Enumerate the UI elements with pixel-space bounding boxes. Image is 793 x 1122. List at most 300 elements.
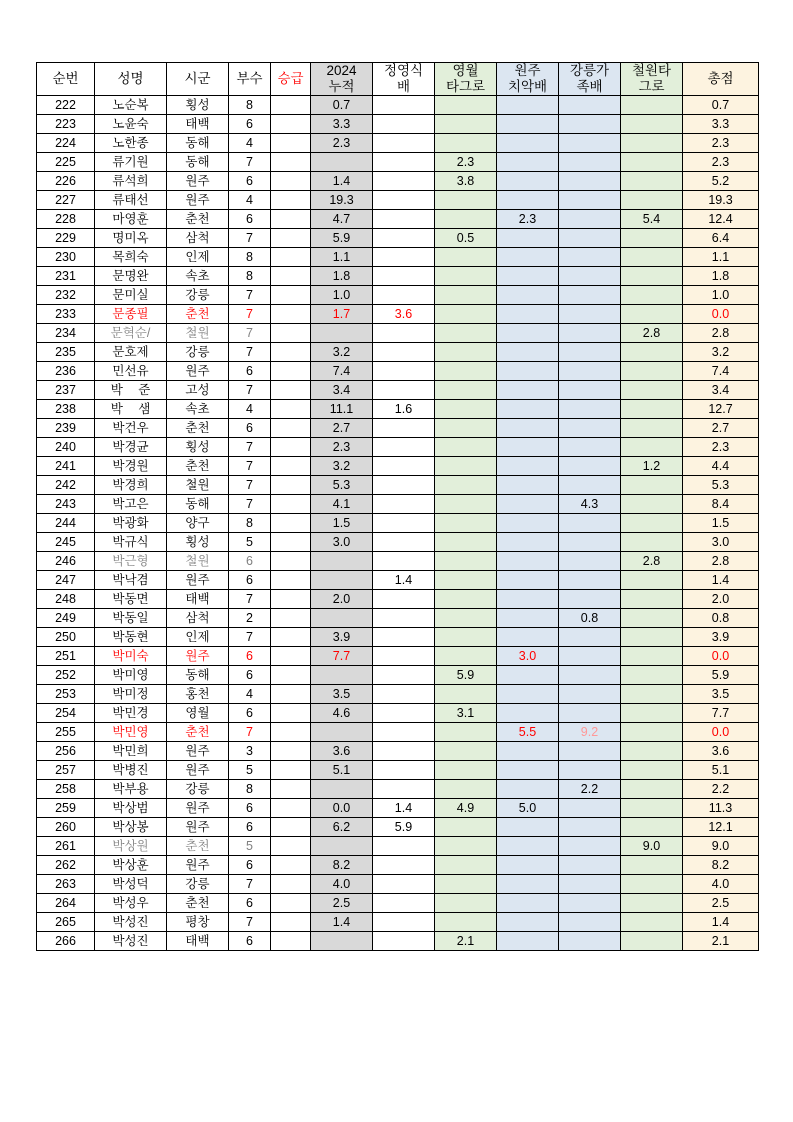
- table-row: [37, 894, 759, 913]
- cell-city: 원주: [167, 571, 229, 590]
- cell-name: 박미정: [95, 685, 167, 704]
- cell-total: 3.9: [683, 628, 759, 647]
- cell-gangneung-family-cup: [559, 913, 621, 932]
- cell-city: 횡성: [167, 438, 229, 457]
- cell-total: 1.1: [683, 248, 759, 267]
- cell-2024-cumulative: 4.6: [311, 704, 373, 723]
- cell-total: 7.4: [683, 362, 759, 381]
- cell-cheorwon-tagro: [621, 286, 683, 305]
- cell-bu: 7: [229, 438, 271, 457]
- cell-promotion: [271, 628, 311, 647]
- cell-total: 1.4: [683, 571, 759, 590]
- cell-rank: 264: [37, 894, 95, 913]
- cell-total: 0.8: [683, 609, 759, 628]
- col-header-2024-cumulative: 2024 누적: [311, 63, 373, 96]
- table-row: [37, 438, 759, 457]
- cell-wonju-chiak-cup: [497, 856, 559, 875]
- cell-city: 태백: [167, 115, 229, 134]
- table-row: [37, 381, 759, 400]
- cell-cheorwon-tagro: [621, 533, 683, 552]
- cell-name: 박부용: [95, 780, 167, 799]
- cell-jeongyeongsik-cup: [373, 894, 435, 913]
- cell-bu: 7: [229, 305, 271, 324]
- cell-bu: 7: [229, 495, 271, 514]
- cell-name: 박경균: [95, 438, 167, 457]
- cell-jeongyeongsik-cup: [373, 875, 435, 894]
- cell-promotion: [271, 191, 311, 210]
- col-header-cheorwon-tagro: 철원타 그로: [621, 63, 683, 96]
- cell-jeongyeongsik-cup: 1.4: [373, 799, 435, 818]
- cell-total: 2.5: [683, 894, 759, 913]
- cell-wonju-chiak-cup: [497, 913, 559, 932]
- cell-2024-cumulative: 7.7: [311, 647, 373, 666]
- cell-yeongwol-tagro: [435, 514, 497, 533]
- cell-wonju-chiak-cup: [497, 742, 559, 761]
- cell-jeongyeongsik-cup: [373, 324, 435, 343]
- cell-bu: 6: [229, 704, 271, 723]
- cell-gangneung-family-cup: [559, 666, 621, 685]
- cell-yeongwol-tagro: [435, 818, 497, 837]
- cell-name: 박민희: [95, 742, 167, 761]
- cell-city: 원주: [167, 818, 229, 837]
- cell-wonju-chiak-cup: [497, 305, 559, 324]
- cell-yeongwol-tagro: [435, 742, 497, 761]
- cell-gangneung-family-cup: [559, 324, 621, 343]
- cell-promotion: [271, 742, 311, 761]
- cell-gangneung-family-cup: [559, 400, 621, 419]
- cell-2024-cumulative: [311, 324, 373, 343]
- cell-bu: 6: [229, 552, 271, 571]
- cell-rank: 249: [37, 609, 95, 628]
- cell-bu: 7: [229, 286, 271, 305]
- cell-promotion: [271, 381, 311, 400]
- cell-rank: 252: [37, 666, 95, 685]
- table-row: [37, 704, 759, 723]
- cell-2024-cumulative: [311, 666, 373, 685]
- cell-yeongwol-tagro: 0.5: [435, 229, 497, 248]
- cell-rank: 236: [37, 362, 95, 381]
- cell-cheorwon-tagro: [621, 723, 683, 742]
- cell-name: 박병진: [95, 761, 167, 780]
- cell-bu: 7: [229, 628, 271, 647]
- cell-jeongyeongsik-cup: [373, 210, 435, 229]
- cell-gangneung-family-cup: [559, 267, 621, 286]
- cell-cheorwon-tagro: 2.8: [621, 324, 683, 343]
- cell-jeongyeongsik-cup: [373, 191, 435, 210]
- cell-2024-cumulative: [311, 153, 373, 172]
- cell-rank: 227: [37, 191, 95, 210]
- table-row: [37, 419, 759, 438]
- cell-2024-cumulative: [311, 552, 373, 571]
- cell-promotion: [271, 248, 311, 267]
- cell-jeongyeongsik-cup: [373, 134, 435, 153]
- table-row: [37, 115, 759, 134]
- cell-wonju-chiak-cup: [497, 286, 559, 305]
- cell-city: 철원: [167, 552, 229, 571]
- cell-name: 문혁순/: [95, 324, 167, 343]
- cell-2024-cumulative: 4.0: [311, 875, 373, 894]
- cell-promotion: [271, 362, 311, 381]
- cell-rank: 250: [37, 628, 95, 647]
- cell-2024-cumulative: 1.7: [311, 305, 373, 324]
- cell-yeongwol-tagro: 2.1: [435, 932, 497, 951]
- cell-promotion: [271, 533, 311, 552]
- cell-total: 3.3: [683, 115, 759, 134]
- cell-yeongwol-tagro: [435, 438, 497, 457]
- col-header-promotion: 승급: [271, 63, 311, 96]
- cell-bu: 6: [229, 932, 271, 951]
- cell-promotion: [271, 495, 311, 514]
- cell-jeongyeongsik-cup: [373, 590, 435, 609]
- cell-total: 5.9: [683, 666, 759, 685]
- cell-promotion: [271, 400, 311, 419]
- cell-rank: 235: [37, 343, 95, 362]
- cell-wonju-chiak-cup: [497, 115, 559, 134]
- cell-yeongwol-tagro: [435, 533, 497, 552]
- cell-cheorwon-tagro: [621, 400, 683, 419]
- cell-gangneung-family-cup: [559, 875, 621, 894]
- cell-cheorwon-tagro: [621, 381, 683, 400]
- cell-2024-cumulative: [311, 609, 373, 628]
- cell-yeongwol-tagro: [435, 248, 497, 267]
- cell-gangneung-family-cup: [559, 343, 621, 362]
- cell-2024-cumulative: 1.4: [311, 172, 373, 191]
- cell-total: 2.7: [683, 419, 759, 438]
- cell-wonju-chiak-cup: [497, 514, 559, 533]
- cell-name: 문호제: [95, 343, 167, 362]
- cell-promotion: [271, 210, 311, 229]
- cell-name: 박동현: [95, 628, 167, 647]
- cell-jeongyeongsik-cup: [373, 343, 435, 362]
- cell-yeongwol-tagro: [435, 286, 497, 305]
- cell-cheorwon-tagro: [621, 799, 683, 818]
- cell-yeongwol-tagro: 5.9: [435, 666, 497, 685]
- cell-2024-cumulative: 3.5: [311, 685, 373, 704]
- cell-wonju-chiak-cup: [497, 362, 559, 381]
- cell-cheorwon-tagro: [621, 134, 683, 153]
- cell-yeongwol-tagro: [435, 362, 497, 381]
- cell-cheorwon-tagro: 2.8: [621, 552, 683, 571]
- cell-wonju-chiak-cup: [497, 875, 559, 894]
- cell-yeongwol-tagro: [435, 571, 497, 590]
- cell-cheorwon-tagro: [621, 438, 683, 457]
- cell-rank: 253: [37, 685, 95, 704]
- table-body: [37, 96, 759, 951]
- cell-total: 3.6: [683, 742, 759, 761]
- cell-2024-cumulative: 1.5: [311, 514, 373, 533]
- cell-cheorwon-tagro: [621, 476, 683, 495]
- col-header-gangneung-family-cup: 강릉가 족배: [559, 63, 621, 96]
- cell-wonju-chiak-cup: [497, 457, 559, 476]
- cell-cheorwon-tagro: [621, 894, 683, 913]
- cell-total: 1.8: [683, 267, 759, 286]
- cell-cheorwon-tagro: 5.4: [621, 210, 683, 229]
- cell-yeongwol-tagro: [435, 457, 497, 476]
- cell-cheorwon-tagro: [621, 590, 683, 609]
- cell-promotion: [271, 609, 311, 628]
- cell-yeongwol-tagro: [435, 400, 497, 419]
- cell-yeongwol-tagro: [435, 685, 497, 704]
- cell-promotion: [271, 552, 311, 571]
- cell-name: 노윤숙: [95, 115, 167, 134]
- cell-jeongyeongsik-cup: [373, 685, 435, 704]
- cell-name: 문명완: [95, 267, 167, 286]
- cell-total: 12.4: [683, 210, 759, 229]
- cell-name: 문미실: [95, 286, 167, 305]
- cell-2024-cumulative: 4.1: [311, 495, 373, 514]
- cell-city: 강릉: [167, 343, 229, 362]
- cell-yeongwol-tagro: [435, 134, 497, 153]
- cell-jeongyeongsik-cup: [373, 153, 435, 172]
- cell-2024-cumulative: 5.9: [311, 229, 373, 248]
- cell-gangneung-family-cup: [559, 457, 621, 476]
- cell-bu: 4: [229, 191, 271, 210]
- cell-cheorwon-tagro: 9.0: [621, 837, 683, 856]
- cell-yeongwol-tagro: [435, 191, 497, 210]
- cell-cheorwon-tagro: [621, 704, 683, 723]
- table-row: [37, 514, 759, 533]
- cell-2024-cumulative: 4.7: [311, 210, 373, 229]
- cell-jeongyeongsik-cup: 5.9: [373, 818, 435, 837]
- cell-name: 류태선: [95, 191, 167, 210]
- table-row: [37, 761, 759, 780]
- cell-total: 4.4: [683, 457, 759, 476]
- cell-yeongwol-tagro: [435, 647, 497, 666]
- cell-yeongwol-tagro: 3.1: [435, 704, 497, 723]
- cell-total: 1.4: [683, 913, 759, 932]
- cell-2024-cumulative: 3.3: [311, 115, 373, 134]
- table-row: [37, 932, 759, 951]
- cell-bu: 4: [229, 134, 271, 153]
- cell-name: 박성우: [95, 894, 167, 913]
- cell-city: 강릉: [167, 780, 229, 799]
- cell-yeongwol-tagro: [435, 875, 497, 894]
- cell-cheorwon-tagro: [621, 153, 683, 172]
- cell-wonju-chiak-cup: [497, 609, 559, 628]
- cell-total: 3.2: [683, 343, 759, 362]
- cell-2024-cumulative: 3.9: [311, 628, 373, 647]
- cell-bu: 6: [229, 818, 271, 837]
- cell-total: 2.3: [683, 134, 759, 153]
- cell-gangneung-family-cup: 0.8: [559, 609, 621, 628]
- cell-wonju-chiak-cup: [497, 818, 559, 837]
- table-header: [37, 63, 759, 96]
- cell-city: 원주: [167, 799, 229, 818]
- cell-city: 인제: [167, 248, 229, 267]
- cell-yeongwol-tagro: [435, 856, 497, 875]
- cell-yeongwol-tagro: [435, 96, 497, 115]
- cell-yeongwol-tagro: [435, 324, 497, 343]
- cell-name: 박낙겸: [95, 571, 167, 590]
- cell-name: 박미숙: [95, 647, 167, 666]
- cell-name: 박상범: [95, 799, 167, 818]
- cell-cheorwon-tagro: [621, 96, 683, 115]
- cell-bu: 7: [229, 381, 271, 400]
- cell-jeongyeongsik-cup: [373, 628, 435, 647]
- cell-yeongwol-tagro: [435, 267, 497, 286]
- cell-rank: 229: [37, 229, 95, 248]
- cell-jeongyeongsik-cup: [373, 381, 435, 400]
- cell-city: 동해: [167, 153, 229, 172]
- cell-name: 명미옥: [95, 229, 167, 248]
- cell-cheorwon-tagro: [621, 571, 683, 590]
- cell-gangneung-family-cup: [559, 571, 621, 590]
- cell-jeongyeongsik-cup: [373, 362, 435, 381]
- cell-city: 강릉: [167, 875, 229, 894]
- cell-cheorwon-tagro: [621, 495, 683, 514]
- cell-yeongwol-tagro: [435, 628, 497, 647]
- cell-rank: 239: [37, 419, 95, 438]
- cell-cheorwon-tagro: [621, 248, 683, 267]
- table-row: [37, 286, 759, 305]
- cell-bu: 7: [229, 723, 271, 742]
- cell-2024-cumulative: [311, 837, 373, 856]
- cell-gangneung-family-cup: [559, 210, 621, 229]
- cell-2024-cumulative: 7.4: [311, 362, 373, 381]
- cell-jeongyeongsik-cup: [373, 514, 435, 533]
- cell-bu: 8: [229, 248, 271, 267]
- cell-name: 박성진: [95, 932, 167, 951]
- cell-2024-cumulative: [311, 932, 373, 951]
- cell-promotion: [271, 780, 311, 799]
- cell-bu: 8: [229, 514, 271, 533]
- cell-name: 노순복: [95, 96, 167, 115]
- cell-city: 삼척: [167, 229, 229, 248]
- cell-name: 박동일: [95, 609, 167, 628]
- cell-cheorwon-tagro: [621, 856, 683, 875]
- cell-promotion: [271, 153, 311, 172]
- cell-gangneung-family-cup: [559, 647, 621, 666]
- cell-city: 인제: [167, 628, 229, 647]
- cell-total: 2.8: [683, 324, 759, 343]
- cell-yeongwol-tagro: [435, 552, 497, 571]
- cell-promotion: [271, 457, 311, 476]
- cell-promotion: [271, 115, 311, 134]
- cell-city: 평창: [167, 913, 229, 932]
- cell-gangneung-family-cup: 9.2: [559, 723, 621, 742]
- cell-2024-cumulative: 2.3: [311, 438, 373, 457]
- cell-city: 춘천: [167, 305, 229, 324]
- cell-promotion: [271, 856, 311, 875]
- cell-jeongyeongsik-cup: [373, 267, 435, 286]
- cell-rank: 240: [37, 438, 95, 457]
- cell-name: 박성진: [95, 913, 167, 932]
- cell-gangneung-family-cup: 2.2: [559, 780, 621, 799]
- cell-name: 노한종: [95, 134, 167, 153]
- cell-total: 4.0: [683, 875, 759, 894]
- cell-city: 삼척: [167, 609, 229, 628]
- cell-name: 박고은: [95, 495, 167, 514]
- cell-city: 영월: [167, 704, 229, 723]
- cell-rank: 257: [37, 761, 95, 780]
- cell-promotion: [271, 229, 311, 248]
- cell-total: 5.2: [683, 172, 759, 191]
- cell-jeongyeongsik-cup: [373, 704, 435, 723]
- cell-gangneung-family-cup: [559, 305, 621, 324]
- table-row: [37, 476, 759, 495]
- cell-2024-cumulative: 0.7: [311, 96, 373, 115]
- cell-wonju-chiak-cup: [497, 685, 559, 704]
- cell-jeongyeongsik-cup: [373, 742, 435, 761]
- cell-jeongyeongsik-cup: [373, 609, 435, 628]
- cell-total: 12.7: [683, 400, 759, 419]
- cell-promotion: [271, 590, 311, 609]
- cell-yeongwol-tagro: [435, 761, 497, 780]
- cell-rank: 224: [37, 134, 95, 153]
- cell-promotion: [271, 685, 311, 704]
- cell-rank: 237: [37, 381, 95, 400]
- cell-wonju-chiak-cup: [497, 761, 559, 780]
- cell-wonju-chiak-cup: [497, 552, 559, 571]
- cell-city: 횡성: [167, 96, 229, 115]
- cell-name: 류기원: [95, 153, 167, 172]
- cell-bu: 5: [229, 761, 271, 780]
- cell-gangneung-family-cup: [559, 362, 621, 381]
- cell-wonju-chiak-cup: 3.0: [497, 647, 559, 666]
- cell-total: 5.1: [683, 761, 759, 780]
- cell-total: 1.5: [683, 514, 759, 533]
- cell-bu: 7: [229, 913, 271, 932]
- cell-cheorwon-tagro: [621, 647, 683, 666]
- cell-rank: 245: [37, 533, 95, 552]
- cell-gangneung-family-cup: [559, 115, 621, 134]
- cell-bu: 6: [229, 666, 271, 685]
- cell-city: 동해: [167, 495, 229, 514]
- cell-bu: 7: [229, 875, 271, 894]
- cell-yeongwol-tagro: 3.8: [435, 172, 497, 191]
- cell-city: 속초: [167, 400, 229, 419]
- cell-gangneung-family-cup: [559, 628, 621, 647]
- cell-name: 박미영: [95, 666, 167, 685]
- cell-rank: 233: [37, 305, 95, 324]
- cell-jeongyeongsik-cup: 1.6: [373, 400, 435, 419]
- cell-cheorwon-tagro: [621, 343, 683, 362]
- cell-rank: 228: [37, 210, 95, 229]
- cell-promotion: [271, 894, 311, 913]
- cell-rank: 238: [37, 400, 95, 419]
- cell-rank: 243: [37, 495, 95, 514]
- cell-total: 0.7: [683, 96, 759, 115]
- cell-gangneung-family-cup: [559, 191, 621, 210]
- cell-wonju-chiak-cup: [497, 932, 559, 951]
- table-row: [37, 362, 759, 381]
- cell-city: 동해: [167, 666, 229, 685]
- cell-total: 2.2: [683, 780, 759, 799]
- cell-wonju-chiak-cup: [497, 267, 559, 286]
- cell-name: 박상원: [95, 837, 167, 856]
- cell-city: 원주: [167, 172, 229, 191]
- cell-rank: 246: [37, 552, 95, 571]
- cell-promotion: [271, 913, 311, 932]
- cell-promotion: [271, 286, 311, 305]
- cell-city: 양구: [167, 514, 229, 533]
- cell-gangneung-family-cup: [559, 229, 621, 248]
- cell-bu: 4: [229, 685, 271, 704]
- table-row: [37, 343, 759, 362]
- cell-jeongyeongsik-cup: [373, 856, 435, 875]
- cell-city: 원주: [167, 742, 229, 761]
- header-row: [37, 63, 759, 96]
- table-row: [37, 780, 759, 799]
- cell-bu: 7: [229, 457, 271, 476]
- cell-rank: 266: [37, 932, 95, 951]
- cell-total: 5.3: [683, 476, 759, 495]
- cell-city: 강릉: [167, 286, 229, 305]
- table-row: [37, 229, 759, 248]
- cell-gangneung-family-cup: [559, 248, 621, 267]
- cell-promotion: [271, 723, 311, 742]
- cell-city: 춘천: [167, 894, 229, 913]
